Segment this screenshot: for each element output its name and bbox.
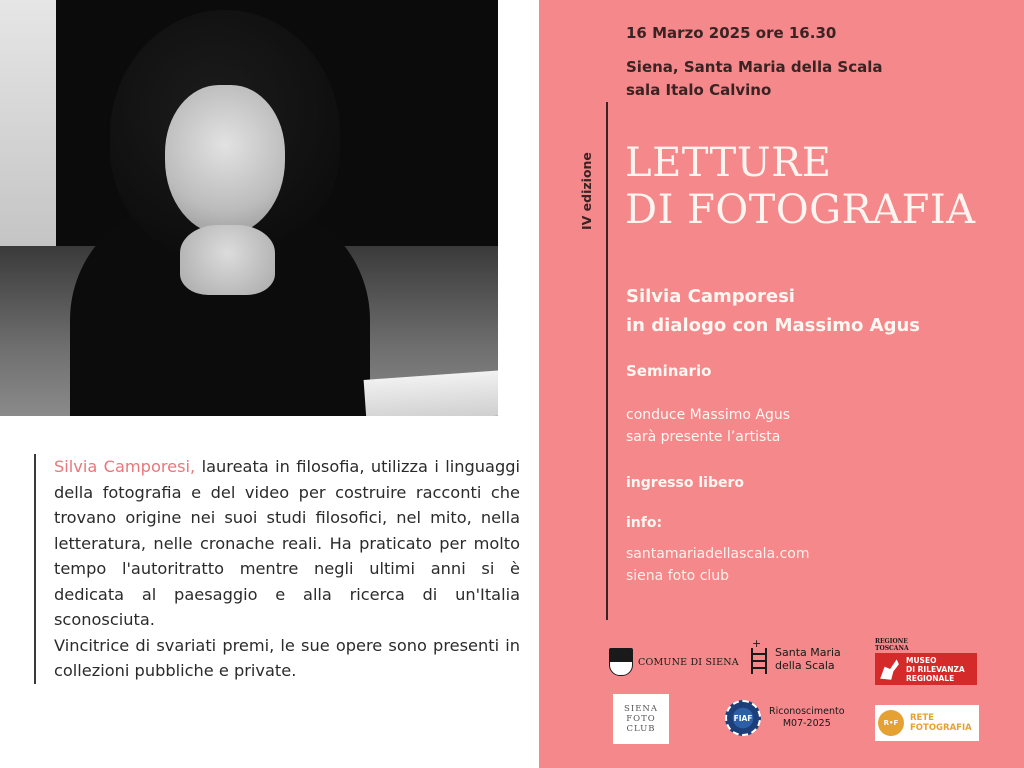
speaker-line-2: in dialogo con Massimo Agus	[626, 315, 921, 336]
rete-line-2: FOTOGRAFIA	[910, 723, 972, 733]
fiaf-line-2: M07-2025	[782, 718, 831, 729]
museo-line-3: REGIONALE	[906, 673, 955, 683]
event-title	[625, 140, 976, 234]
regione-line-1: REGIONE	[875, 638, 908, 645]
museo-red-box	[875, 653, 977, 685]
museo-rilevanza-regionale-logo	[875, 638, 977, 686]
siena-foto-club-logo	[613, 694, 669, 744]
museo-text	[906, 656, 965, 683]
title-line-2: DI FOTOGRAFIA	[625, 187, 976, 233]
rete-line-1: RETE	[910, 713, 934, 723]
rete-mark-icon: R•F	[878, 710, 904, 736]
event-room: sala Italo Calvino	[626, 81, 772, 99]
ladder-icon	[749, 642, 767, 676]
event-date: 16 Marzo 2025 ore 16.30	[626, 24, 837, 42]
comune-logo-text: COMUNE DI SIENA	[638, 656, 739, 668]
info-links	[626, 543, 810, 587]
sfc-line-2: FOTO	[626, 714, 656, 724]
portrait-photo	[0, 0, 498, 416]
artist-bio	[34, 454, 520, 684]
fiaf-text	[769, 706, 845, 730]
smds-line-2: della Scala	[775, 659, 835, 672]
bio-artist-name: Silvia Camporesi,	[54, 457, 196, 476]
bio-paragraph-1	[54, 454, 520, 633]
info-link-club[interactable]: siena foto club	[626, 568, 730, 584]
smds-line-1: Santa Maria	[775, 646, 841, 659]
entry-label: ingresso libero	[626, 475, 744, 491]
edition-label: IV edizione	[579, 152, 594, 230]
pegasus-icon	[878, 657, 900, 681]
fiaf-logo	[725, 700, 845, 736]
bio-text-1: laureata in filosofia, utilizza i linguaggi della fotografia e del video per costruire racconti che trovano origine nei suoi studi filosofici, nel mito, nella letteratura, nelle cronache reali. Ha praticato per molto tempo l'autoritratto mentre negli ultimi anni si è dedicata al paesaggio e alla ricerca di un'Italia sconosciuta.	[54, 457, 520, 629]
sfc-line-1: SIENA	[624, 704, 658, 714]
bio-paragraph-2: Vincitrice di svariati premi, le sue opere sono presenti in collezioni pubbliche e private.	[54, 635, 520, 680]
rete-text	[910, 713, 972, 733]
museo-line-1: MUSEO	[906, 655, 937, 665]
regione-line-2: TOSCANA	[875, 645, 909, 652]
event-place: Siena, Santa Maria della Scala	[626, 58, 883, 76]
rete-fotografia-logo	[875, 705, 979, 741]
santa-maria-della-scala-logo	[749, 642, 841, 676]
museo-line-2: DI RILEVANZA	[906, 664, 965, 674]
note-1: conduce Massimo Agus	[626, 407, 791, 423]
info-link-website[interactable]: santamariadellascala.com	[626, 546, 810, 562]
vertical-divider	[606, 102, 608, 620]
speaker-line-1: Silvia Camporesi	[626, 286, 795, 307]
fiaf-badge-icon: FIAF	[725, 700, 761, 736]
event-kind: Seminario	[626, 362, 712, 380]
sfc-line-3: CLUB	[626, 724, 656, 734]
photo-figure-face	[165, 85, 285, 235]
siena-shield-icon	[609, 648, 633, 676]
speaker-heading	[626, 282, 920, 340]
fiaf-line-1: Riconoscimento	[769, 706, 845, 717]
comune-di-siena-logo	[609, 648, 739, 676]
regione-toscana-text	[875, 638, 977, 652]
note-2: sarà presente l’artista	[626, 429, 781, 445]
event-panel	[539, 0, 1024, 768]
title-line-1: LETTURE	[625, 140, 832, 186]
photo-figure-hands	[180, 225, 275, 295]
info-label: info:	[626, 515, 663, 531]
smds-logo-text	[775, 646, 841, 672]
event-notes	[626, 404, 790, 448]
